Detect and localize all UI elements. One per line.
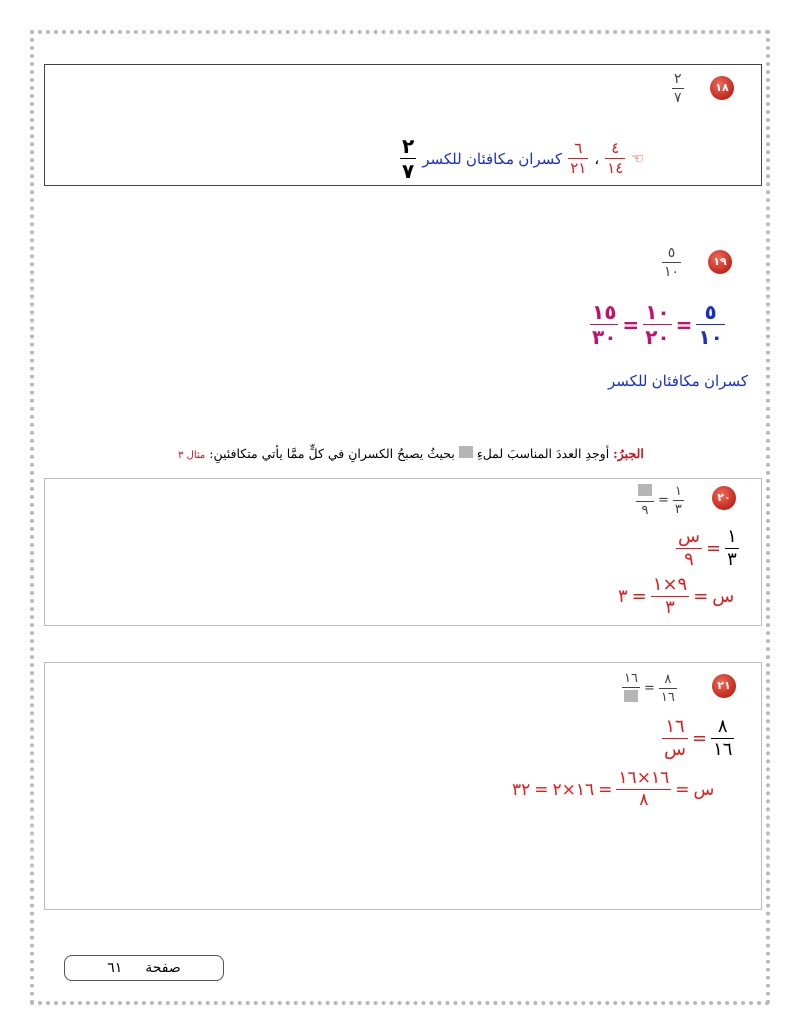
q19-fraction-10-20: $\frac{١٠}{٢٠}$ bbox=[645, 300, 670, 349]
q21-line-3: ٣٢ = ١٦×٢ = $\frac{١٦\times ١٦}{٨}$ = س bbox=[512, 768, 715, 810]
example-reference: مثال ٣ bbox=[178, 450, 206, 461]
separator: ، bbox=[594, 149, 600, 168]
q19-answer-text: كسران مكافئان للكسر bbox=[608, 373, 748, 390]
q20-line-2: $\frac{\text{س}}{٩}$ = $\frac{١}{٣}$ bbox=[678, 526, 737, 570]
hand-pointer-icon: ☜ bbox=[631, 150, 644, 167]
q20-line-3: ٣ = $\frac{٩\times ١}{٣}$ = س bbox=[618, 574, 735, 618]
q21-fraction-8-16: $\frac{٨}{١٦}$ bbox=[713, 716, 733, 760]
instruction-text-b: بحيثُ يصبحُ الكسرانِ في كلٍّ ممَّا يأتي متكافئينِ: bbox=[209, 446, 455, 461]
question-number-18: ١٨ bbox=[710, 76, 734, 100]
blank-square-icon bbox=[624, 690, 638, 702]
question-number-21: ٢١ bbox=[712, 674, 736, 698]
q20-problem: ٩ = $\frac{١}{٣}$ bbox=[636, 484, 684, 517]
q20-fraction-calc: $\frac{٩\times ١}{٣}$ bbox=[652, 574, 688, 618]
blank-square-icon bbox=[638, 484, 652, 496]
page-label: صفحة bbox=[145, 960, 181, 976]
instruction-text-a: أوجدِ العددَ المناسبَ لملءِ bbox=[476, 446, 610, 461]
q21-line-2: $\frac{١٦}{\text{س}}$ = $\frac{٨}{١٦}$ bbox=[664, 716, 733, 760]
q18-given-fraction bbox=[672, 72, 684, 105]
q19-fraction-15-30: $\frac{١٥}{٣٠}$ bbox=[592, 300, 617, 349]
algebra-label: الجبرُ: bbox=[613, 446, 644, 461]
q21-result: ٣٢ bbox=[512, 779, 531, 800]
q19-equality-chain bbox=[590, 302, 725, 347]
q19-fraction-5-10: $\frac{٥}{١٠}$ bbox=[698, 300, 723, 349]
q18-target-fraction: $\frac{٢}{٧}$ bbox=[402, 134, 415, 183]
q20-fraction-x-9: $\frac{\text{س}}{٩}$ bbox=[678, 526, 700, 570]
q18-answer-text: كسران مكافئان للكسر bbox=[422, 150, 563, 168]
page-number-badge bbox=[64, 955, 224, 981]
q20-fraction-1-3: $\frac{١}{٣}$ bbox=[727, 526, 737, 570]
question-number-20: ٢٠ bbox=[712, 486, 736, 510]
algebra-instruction bbox=[178, 446, 644, 461]
q20-variable: س bbox=[712, 586, 735, 607]
q21-problem: ١٦ = $\frac{٨}{١٦}$ bbox=[622, 672, 677, 705]
numerator: ٢ bbox=[674, 71, 682, 87]
q18-answer-line bbox=[400, 136, 644, 181]
equals-sign: = bbox=[675, 312, 693, 337]
q18-fraction-1: $\frac{٤}{١٤}$ bbox=[607, 139, 624, 177]
q20-result: ٣ bbox=[618, 586, 628, 607]
q18-fraction-2: $\frac{٦}{٢١}$ bbox=[570, 139, 587, 177]
blank-square-icon bbox=[459, 446, 473, 458]
q21-fraction-calc: $\frac{١٦\times ١٦}{٨}$ bbox=[618, 768, 670, 810]
q21-intermediate: ١٦×٢ bbox=[552, 779, 595, 800]
equals-sign: = bbox=[622, 312, 640, 337]
question-number-19: ١٩ bbox=[708, 250, 732, 274]
denominator: ٧ bbox=[674, 90, 682, 106]
q19-given-fraction: $\frac{٥}{١٠}$ bbox=[664, 245, 680, 280]
q21-fraction-16-x: $\frac{١٦}{\text{س}}$ bbox=[664, 716, 686, 760]
page-number: ٦١ bbox=[107, 960, 123, 976]
q21-variable: س bbox=[693, 779, 715, 800]
